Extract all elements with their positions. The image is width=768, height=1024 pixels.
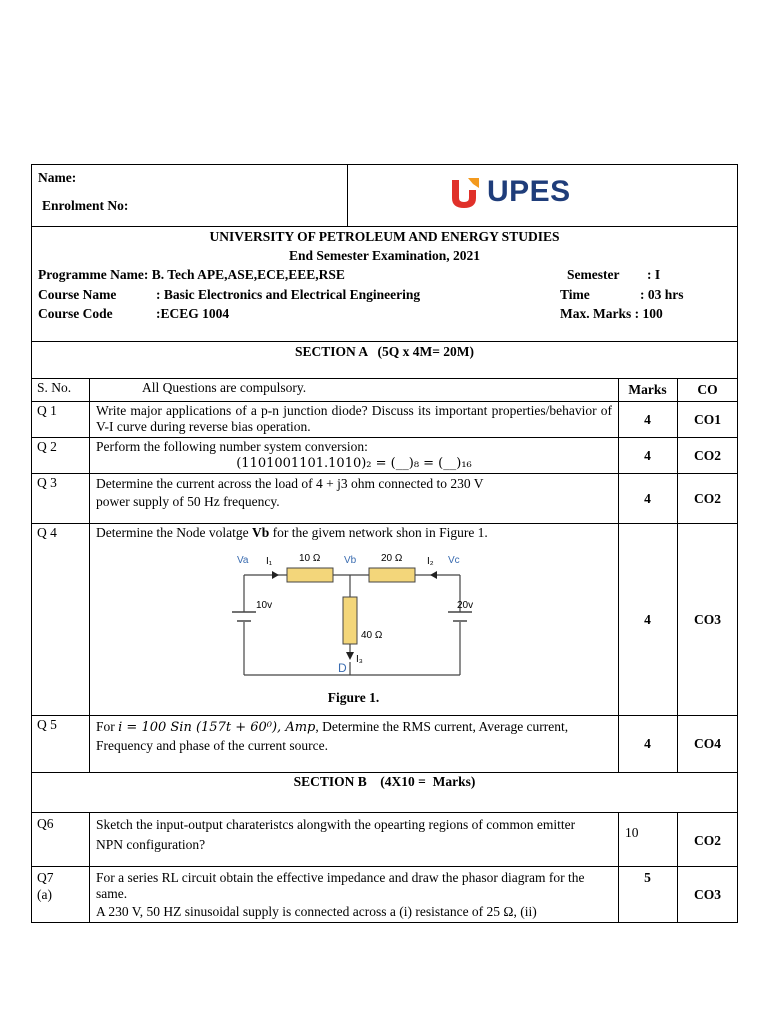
university-name: UNIVERSITY OF PETROLEUM AND ENERGY STUDIES — [209, 229, 560, 244]
upes-logo-text: UPES — [487, 175, 571, 208]
row-divider — [31, 401, 738, 402]
circuit-i1: I₁ — [266, 556, 273, 567]
q3-text: Determine the current across the load of 4 + j3 ohm connected to 230 V power supply of 50 Hz frequency. — [96, 476, 484, 509]
course-code-label: Course Code — [38, 306, 113, 321]
q4-co: CO3 — [694, 612, 721, 627]
upes-logo-icon — [449, 174, 483, 212]
section-a-title: SECTION A (5Q x 4M= 20M) — [294, 344, 475, 359]
circuit-r1: 10 Ω — [299, 553, 321, 564]
course-name-label: Course Name — [38, 287, 117, 302]
q5-number: Q 5 — [37, 717, 57, 732]
b-col-divider-marks — [618, 812, 619, 923]
q7-text: For a series RL circuit obtain the effective impedance and draw the phasor diagram for the same. — [96, 870, 585, 901]
enrolment-label: Enrolment No: — [42, 198, 129, 213]
row-divider — [31, 473, 738, 474]
header-divider — [347, 164, 348, 227]
q6-number: Q6 — [37, 816, 54, 831]
circuit-v1: 10v — [256, 600, 273, 611]
q5-formula: i = 100 Sin (157t + 60⁰), Amp — [118, 720, 316, 735]
header-box — [31, 164, 738, 227]
q1-marks: 4 — [644, 412, 651, 427]
q1-text: Write major applications of a p-n junction diode? Discuss its important properties/behavior of V-I curve during reverse bias operation. — [96, 403, 612, 434]
q4-text-after: for the givem network shon in Figure 1. — [269, 525, 488, 540]
i3-arrow-icon — [346, 652, 354, 660]
name-label: Name: — [38, 170, 77, 185]
col-header-sno: S. No. — [37, 380, 72, 395]
time-label: Time — [560, 287, 590, 302]
upes-logo — [449, 174, 579, 212]
i2-arrow-icon — [430, 571, 437, 579]
time-value: : 03 hrs — [640, 287, 684, 302]
q5-co: CO4 — [694, 736, 721, 751]
b-row-divider — [31, 866, 738, 867]
q2-co: CO2 — [694, 448, 721, 463]
q7-marks: 5 — [644, 870, 651, 885]
col-header-co: CO — [697, 382, 718, 397]
q6-text: Sketch the input-output charateristcs alongwith the opearting regions of common emitter NPN configuration? — [96, 817, 576, 852]
row-divider — [31, 715, 738, 716]
col-header-marks: Marks — [628, 382, 667, 397]
q7-co: CO3 — [694, 887, 721, 902]
circuit-diagram — [232, 550, 532, 680]
semester-label: Semester — [567, 267, 620, 282]
q2-text: Perform the following number system conversion: — [96, 439, 368, 454]
exam-title: End Semester Examination, 2021 — [288, 248, 480, 263]
circuit-i2: I₂ — [427, 556, 434, 567]
b-col-divider-co — [677, 812, 678, 923]
q5-marks: 4 — [644, 736, 651, 751]
q7-text-2: A 230 V, 50 HZ sinusoidal supply is connected across a (i) resistance of 25 Ω, (ii) — [96, 904, 537, 919]
row-divider — [31, 437, 738, 438]
max-marks: Max. Marks : 100 — [560, 306, 663, 321]
q4-text-before: Determine the Node volatge — [96, 525, 252, 540]
q5-text — [96, 718, 612, 755]
circuit-r2: 20 Ω — [381, 553, 403, 564]
circuit-va: Va — [237, 555, 249, 566]
q1-co: CO1 — [694, 412, 721, 427]
q4-text-bold: Vb — [251, 525, 270, 540]
q2-marks: 4 — [644, 448, 651, 463]
figure-caption: Figure 1. — [327, 690, 380, 705]
b-col-divider-sno — [89, 812, 90, 923]
circuit-vc: Vc — [448, 555, 460, 566]
q2-number: Q 2 — [37, 439, 57, 454]
q5-text-suffix: , Determine the RMS current, Average current, Frequency and phase of the current source. — [96, 719, 569, 753]
circuit-r3: 40 Ω — [361, 630, 383, 641]
course-name-value: : Basic Electronics and Electrical Engineering — [156, 287, 421, 302]
q6-marks: 10 — [625, 825, 639, 840]
semester-value: : I — [647, 267, 661, 282]
q6-co: CO2 — [694, 833, 721, 848]
circuit-v2: 20v — [457, 600, 474, 611]
q5-text-prefix: For — [96, 719, 119, 734]
q4-text — [96, 525, 488, 541]
section-b-title: SECTION B (4X10 = Marks) — [293, 774, 476, 789]
q1-number: Q 1 — [37, 403, 57, 418]
q3-number: Q 3 — [37, 475, 57, 490]
circuit-vb: Vb — [344, 555, 357, 566]
i1-arrow-icon — [272, 571, 279, 579]
q7-sub: (a) — [37, 887, 52, 902]
q4-marks: 4 — [644, 612, 651, 627]
programme-name: Programme Name: B. Tech APE,ASE,ECE,EEE,RSE — [38, 267, 345, 282]
q4-number: Q 4 — [37, 525, 57, 540]
row-divider — [31, 523, 738, 524]
q7-number: Q7 — [37, 870, 54, 885]
circuit-i3: I₃ — [356, 654, 363, 665]
col-header-instruction: All Questions are compulsory. — [142, 380, 307, 395]
q3-co: CO2 — [694, 491, 721, 506]
course-code-value: :ECEG 1004 — [156, 306, 230, 321]
q3-marks: 4 — [644, 491, 651, 506]
q2-formula: (1101001101.1010)₂ = (__)₈ = (__)₁₆ — [236, 456, 472, 471]
circuit-d: D — [338, 661, 347, 675]
